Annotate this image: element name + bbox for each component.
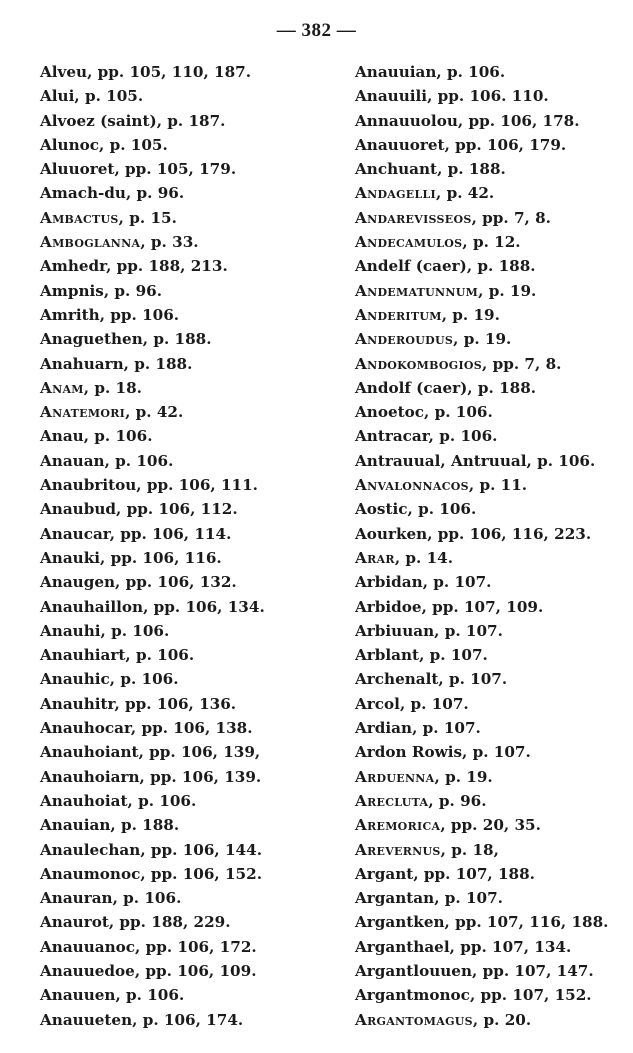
index-headword: Anauuili xyxy=(355,87,428,106)
index-entry xyxy=(355,376,625,400)
index-entry xyxy=(40,886,325,910)
index-page-refs: , p. 106. xyxy=(526,451,596,470)
index-page-refs: , pp. 106, 144. xyxy=(140,840,262,859)
index-page-refs: , pp. 106. 110. xyxy=(427,87,549,106)
index-headword: Amrith xyxy=(40,305,100,324)
index-entry xyxy=(355,449,625,473)
index-entry xyxy=(40,838,325,862)
index-entry xyxy=(40,522,325,546)
index-entry xyxy=(355,765,625,789)
index-headword: Anauhocar xyxy=(40,719,131,738)
index-entry xyxy=(40,789,325,813)
index-headword: Arbidoe xyxy=(355,597,422,616)
index-entry xyxy=(355,84,625,108)
index-headword: Arbidan xyxy=(355,573,423,592)
index-entry xyxy=(40,570,325,594)
index-headword: Arblant xyxy=(355,646,420,665)
index-entry xyxy=(355,206,625,230)
index-headword: Anaubritou xyxy=(40,476,137,495)
index-page-refs: , p. 96. xyxy=(103,281,163,300)
index-entry xyxy=(355,959,625,983)
index-headword: Anauuedoe xyxy=(40,961,135,980)
index-headword: Alvoez (saint) xyxy=(40,111,157,130)
index-entry xyxy=(40,133,325,157)
index-page-refs: , p. 15. xyxy=(118,208,177,227)
index-entry xyxy=(40,935,325,959)
index-page-refs: , pp. 107, 152. xyxy=(469,986,592,1005)
index-headword: Aourken xyxy=(355,524,428,543)
index-entry xyxy=(355,910,625,934)
index-page-refs: , pp. 106, 136. xyxy=(114,694,237,713)
index-headword: Anauuoret xyxy=(355,135,445,154)
index-headword: Anauan xyxy=(40,451,105,470)
index-headword: Anderoudus xyxy=(355,330,454,349)
index-page-refs: , pp. 106. xyxy=(99,305,180,324)
index-headword: Alui xyxy=(40,87,75,106)
index-headword: Anchuant xyxy=(355,160,438,179)
index-entry xyxy=(40,667,325,691)
index-headword: Argantken xyxy=(355,913,445,932)
index-headword: Arar xyxy=(355,548,395,567)
index-page-refs: , p. 188. xyxy=(437,160,506,179)
index-page-refs: , pp. 7, 8. xyxy=(482,354,562,373)
index-page-refs: , p. 106. xyxy=(104,451,174,470)
index-entry xyxy=(355,692,625,716)
index-headword: Ambactus xyxy=(40,208,119,227)
index-headword: Anderitum xyxy=(355,305,442,324)
index-headword: Antracar xyxy=(355,427,429,446)
index-headword: Amach-du xyxy=(40,184,126,203)
index-entry xyxy=(355,862,625,886)
index-page-refs: , pp. 105, 110, 187. xyxy=(87,63,252,81)
index-page-refs: , pp. 106, 179. xyxy=(444,135,567,154)
index-page-refs: , p. 20. xyxy=(472,1010,532,1029)
index-headword: Anaurot xyxy=(40,913,109,932)
index-headword: Anauhoiant xyxy=(40,743,139,762)
index-page-refs: , p. 106. xyxy=(109,670,179,689)
index-page-refs: , p. 42. xyxy=(436,184,495,203)
index-headword: Ampnis xyxy=(40,281,104,300)
index-entry xyxy=(355,619,625,643)
index-page-refs: , p. 106. xyxy=(428,427,498,446)
index-page-refs: , p. 107. xyxy=(419,646,488,665)
index-page-refs: , pp. 106, 172. xyxy=(135,937,257,956)
index-page-refs: , p. 107. xyxy=(462,743,531,762)
index-entry xyxy=(40,352,325,376)
index-headword: Anauhoiarn xyxy=(40,767,140,786)
index-entry xyxy=(40,376,325,400)
index-headword: Argantomagus xyxy=(355,1010,473,1029)
index-entry xyxy=(355,595,625,619)
index-headword: Anauuanoc xyxy=(40,937,136,956)
index-headword: Anauhiart xyxy=(40,646,126,665)
index-headword: Argantan xyxy=(355,889,435,908)
index-headword: Arecluta xyxy=(355,791,429,810)
index-page-refs: , p. 106. xyxy=(83,427,153,446)
index-headword: Anaguethen xyxy=(40,330,143,349)
index-page-refs: , pp. 7, 8. xyxy=(471,208,551,227)
index-page-refs: , p. 107. xyxy=(422,573,492,592)
index-entry xyxy=(355,813,625,837)
index-page-refs: , p. 106. xyxy=(436,63,506,81)
index-page-refs: , pp. 106, 109. xyxy=(134,961,257,980)
index-headword: Anvalonnacos xyxy=(355,476,469,495)
index-headword: Aostic xyxy=(355,500,408,519)
index-headword: Ardian xyxy=(355,719,413,738)
index-page-refs: , p. 11. xyxy=(468,476,528,495)
index-page-refs: , p. 19. xyxy=(434,767,493,786)
index-entry xyxy=(40,716,325,740)
index-entry xyxy=(40,60,325,84)
index-page-refs: , pp. 107, 134. xyxy=(449,937,572,956)
index-headword: Anaulechan xyxy=(40,840,141,859)
index-entry xyxy=(40,910,325,934)
index-headword: Anaugen xyxy=(40,573,116,592)
index-page-refs: , pp. 106, 139, xyxy=(138,743,261,762)
index-headword: Anauhaillon xyxy=(40,597,144,616)
index-entry xyxy=(355,983,625,1007)
index-entry xyxy=(40,424,325,448)
index-entry xyxy=(355,643,625,667)
index-page-refs: , p. 14. xyxy=(394,548,454,567)
index-page-refs: , p. 96. xyxy=(428,791,487,810)
index-headword: Andagelli xyxy=(355,184,437,203)
index-entry xyxy=(40,765,325,789)
index-page-refs: , pp. 107, 109. xyxy=(421,597,544,616)
index-entry xyxy=(40,813,325,837)
index-headword: Anaubud xyxy=(40,500,116,519)
index-page-refs: , p. 105. xyxy=(99,135,168,154)
index-page-refs: , p. 107. xyxy=(412,719,481,738)
index-entry xyxy=(355,789,625,813)
index-entry xyxy=(40,254,325,278)
index-headword: Archenalt xyxy=(355,670,439,689)
index-entry xyxy=(355,667,625,691)
index-entry xyxy=(355,546,625,570)
index-page-refs: , pp. 106, 152. xyxy=(140,864,262,883)
index-entry xyxy=(40,983,325,1007)
index-entry xyxy=(355,570,625,594)
index-headword: Aluuoret xyxy=(40,160,115,179)
index-headword: Alveu xyxy=(40,63,88,81)
index-entry xyxy=(355,327,625,351)
index-entry xyxy=(355,838,625,862)
index-page-refs: , p. 106. xyxy=(115,986,185,1005)
index-page-refs: , pp. 188, 213. xyxy=(106,257,228,276)
index-headword: Argant xyxy=(355,864,414,883)
index-headword: Andolf (caer) xyxy=(355,378,468,397)
index-entry xyxy=(40,303,325,327)
index-entry xyxy=(40,740,325,764)
index-headword: Anauueten xyxy=(40,1010,133,1029)
index-entry xyxy=(355,716,625,740)
index-page-refs: , p. 106. xyxy=(127,791,197,810)
index-page-refs: , pp. 106, 132. xyxy=(115,573,237,592)
index-page-refs: , p. 106, 174. xyxy=(132,1010,244,1029)
index-page-refs: , p. 19. xyxy=(453,330,512,349)
index-headword: Anauian xyxy=(40,816,111,835)
index-entry xyxy=(355,109,625,133)
index-entry xyxy=(355,424,625,448)
index-headword: Andarevisseos xyxy=(355,208,472,227)
index-headword: Arcol xyxy=(355,694,400,713)
index-page-refs: , p. 188. xyxy=(142,330,212,349)
index-entry xyxy=(40,619,325,643)
index-entry xyxy=(355,400,625,424)
index-entry xyxy=(355,60,625,84)
index-entry xyxy=(355,1008,625,1032)
index-page-refs: , p. 18, xyxy=(440,840,499,859)
index-entry xyxy=(40,109,325,133)
index-headword: Anaucar xyxy=(40,524,110,543)
index-page-refs: , p. 105. xyxy=(74,87,144,106)
index-entry xyxy=(355,352,625,376)
index-entry xyxy=(355,230,625,254)
index-page-refs: , pp. 188, 229. xyxy=(108,913,231,932)
index-page-refs: , p. 106. xyxy=(424,403,493,422)
index-page-refs: , p. 106. xyxy=(112,889,182,908)
index-headword: Anauki xyxy=(40,548,101,567)
index-headword: Andokombogios xyxy=(355,354,483,373)
index-headword: Anatemori xyxy=(40,403,126,422)
index-page-refs: , p. 106. xyxy=(125,646,195,665)
index-page-refs: , pp. 107, 188. xyxy=(413,864,535,883)
index-headword: Arbiuuan xyxy=(355,621,435,640)
index-entry xyxy=(355,279,625,303)
index-page-refs: , p. 106. xyxy=(407,500,477,519)
index-headword: Arganthael xyxy=(355,937,450,956)
index-headword: Arevernus xyxy=(355,840,441,859)
index-entry xyxy=(40,643,325,667)
index-entry xyxy=(355,181,625,205)
index-page-refs: , p. 188. xyxy=(110,816,180,835)
page-number: — 382 — xyxy=(276,20,357,41)
index-headword: Anau xyxy=(40,427,84,446)
index-page-refs: , pp. 106, 139. xyxy=(139,767,262,786)
index-headword: Anoetoc xyxy=(355,403,425,422)
index-entry xyxy=(355,935,625,959)
index-page-refs: , p. 19. xyxy=(441,305,500,324)
index-entry xyxy=(40,279,325,303)
index-headword: Antrauual, Antruual xyxy=(355,451,527,470)
index-entry xyxy=(355,157,625,181)
index-page-refs: , p. 188. xyxy=(466,257,536,276)
index-page-refs: , pp. 106, 134. xyxy=(143,597,265,616)
index-page-refs: , pp. 107, 116, 188. xyxy=(444,913,609,932)
index-page-refs: , p. 12. xyxy=(462,233,521,252)
index-headword: Andecamulos xyxy=(355,233,463,252)
index-page-refs: , pp. 106, 178. xyxy=(457,111,580,130)
index-entry xyxy=(40,473,325,497)
index-page-refs: , p. 107. xyxy=(434,889,503,908)
index-headword: Amboglanna xyxy=(40,233,141,252)
index-entry xyxy=(355,886,625,910)
index-page-refs: , p. 96. xyxy=(125,184,185,203)
index-entry xyxy=(40,206,325,230)
index-page-refs: , p. 187. xyxy=(156,111,226,130)
index-entry xyxy=(355,740,625,764)
index-headword: Amhedr xyxy=(40,257,107,276)
index-page-refs: , p. 106. xyxy=(100,621,170,640)
index-column-right xyxy=(355,60,625,1032)
index-page-refs: , pp. 20, 35. xyxy=(440,816,541,835)
index-entry xyxy=(355,522,625,546)
index-page-refs: , pp. 105, 179. xyxy=(114,160,237,179)
index-page-refs: , p. 19. xyxy=(478,281,537,300)
index-entry xyxy=(40,327,325,351)
index-entry xyxy=(40,692,325,716)
index-page-refs: , pp. 106, 116. xyxy=(100,548,222,567)
index-page-refs: , pp. 106, 138. xyxy=(130,719,253,738)
index-entry xyxy=(40,400,325,424)
index-entry xyxy=(40,181,325,205)
index-page-refs: , pp. 106, 116, 223. xyxy=(427,524,592,543)
index-headword: Anam xyxy=(40,378,84,397)
index-page-refs: , p. 188. xyxy=(123,354,193,373)
index-headword: Anauhic xyxy=(40,670,110,689)
index-headword: Anauran xyxy=(40,889,113,908)
index-page-refs: , p. 33. xyxy=(140,233,199,252)
index-page-refs: , p. 188. xyxy=(467,378,537,397)
index-column-left xyxy=(40,60,325,1032)
index-page-refs: , p. 107. xyxy=(434,621,503,640)
index-entry xyxy=(40,959,325,983)
index-headword: Andematunnum xyxy=(355,281,479,300)
index-entry xyxy=(40,1008,325,1032)
index-page-refs: , pp. 106, 112. xyxy=(116,500,238,519)
index-headword: Anauhi xyxy=(40,621,101,640)
index-entry xyxy=(40,157,325,181)
index-headword: Arduenna xyxy=(355,767,435,786)
index-page-refs: , p. 42. xyxy=(125,403,184,422)
index-headword: Argantmonoc xyxy=(355,986,470,1005)
index-headword: Argantlouuen xyxy=(355,961,472,980)
index-entry xyxy=(355,303,625,327)
index-headword: Anaumonoc xyxy=(40,864,141,883)
index-headword: Andelf (caer) xyxy=(355,257,467,276)
index-page-refs: , pp. 107, 147. xyxy=(472,961,594,980)
index-headword: Ardon Rowis xyxy=(355,743,463,762)
index-headword: Anauuian xyxy=(355,63,437,81)
index-headword: Annauuolou xyxy=(355,111,458,130)
index-entry xyxy=(355,133,625,157)
index-entry xyxy=(40,230,325,254)
index-headword: Anahuarn xyxy=(40,354,124,373)
index-entry xyxy=(355,254,625,278)
index-page-refs: , pp. 106, 111. xyxy=(136,476,258,495)
index-headword: Alunoc xyxy=(40,135,100,154)
index-headword: Anauhoiat xyxy=(40,791,128,810)
index-page-refs: , p. 18. xyxy=(83,378,142,397)
index-headword: Anauhitr xyxy=(40,694,115,713)
index-entry xyxy=(40,862,325,886)
index-entry xyxy=(355,473,625,497)
index-entry xyxy=(40,546,325,570)
index-entry xyxy=(40,449,325,473)
index-entry xyxy=(355,497,625,521)
index-entry xyxy=(40,84,325,108)
index-headword: Aremorica xyxy=(355,816,441,835)
index-page-refs: , pp. 106, 114. xyxy=(109,524,232,543)
index-headword: Anauuen xyxy=(40,986,116,1005)
index-page-refs: , p. 107. xyxy=(399,694,469,713)
index-entry xyxy=(40,497,325,521)
index-entry xyxy=(40,595,325,619)
index-page-refs: , p. 107. xyxy=(438,670,508,689)
